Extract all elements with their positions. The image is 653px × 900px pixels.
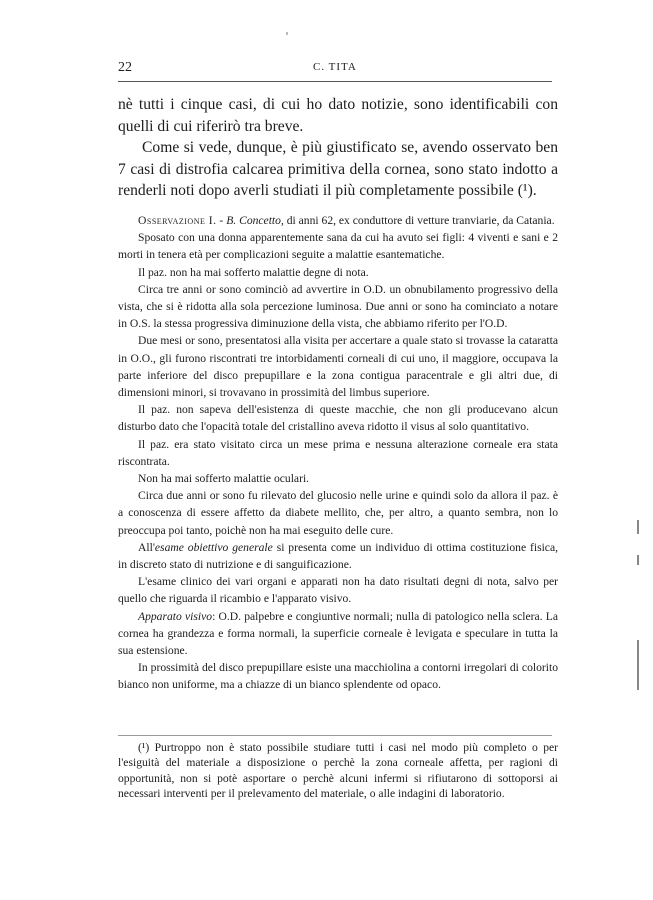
- intro-paragraph: nè tutti i cinque casi, di cui ho dato notizie, sono identificabili con quelli di cui riferirò tra breve.: [118, 96, 558, 135]
- case-paragraph: Circa tre anni or sono cominciò ad avvertire in O.D. un obnubilamento progressivo della vista, che si è ridotta alla sola percezione luminosa. Due anni or sono ha cominciato a notare in O.S. la stessa progressiva diminuzione della vista, che abbiamo riferito per l'O.D.: [118, 282, 558, 331]
- footnote: [118, 740, 558, 802]
- intro-paragraph: Come si vede, dunque, è più giustificato se, avendo osservato ben 7 casi di distrofia calcarea primitiva della cornea, sono stato indotto a renderli noti dopo averli studiati il più completamente possibile (¹).: [118, 139, 558, 199]
- esame-italic: esame obiettivo generale: [154, 540, 273, 554]
- clinico-paragraph: L'esame clinico dei vari organi e apparati non ha dato risultati degni di nota, salvo per quello che riguarda il ricambio e l'apparato visivo.: [118, 575, 558, 606]
- observation-heading: [118, 212, 558, 229]
- patient-name: B. Concetto,: [226, 214, 284, 227]
- case-paragraph: Non ha mai sofferto malattie oculari.: [138, 472, 310, 486]
- apparato-rest: : O.D. palpebre e congiuntive normali; nulla di patologico nella sclera. La cornea ha grandezza e forma normali, la superficie corneale è levigata e speculare in tutta la sua estensione.: [118, 609, 558, 658]
- esame-rest: si presenta come un individuo di ottima costituzione fisica, in discreto stato di nutrizione e di sanguificazione.: [118, 540, 558, 572]
- header-rule: [118, 81, 552, 82]
- esame-paragraph: [118, 539, 558, 573]
- margin-mark: [637, 520, 639, 534]
- observation-body: [118, 212, 558, 694]
- observation-label: Osservazione I.: [138, 214, 217, 227]
- apparato-paragraph: [118, 608, 558, 660]
- margin-mark: [637, 555, 639, 565]
- case-paragraph: Sposato con una donna apparentemente sana da cui ha avuto sei figli: 4 viventi e sani e 2 morti in tenera età per complicazioni seguite a malattie esantematiche.: [118, 231, 558, 262]
- footnote-separator: [118, 735, 552, 736]
- apparato-italic: Apparato visivo: [138, 609, 213, 623]
- intro-text: [118, 94, 558, 202]
- case-paragraph: Il paz. era stato visitato circa un mese prima e nessuna alterazione corneale era stata riscontrata.: [118, 437, 558, 468]
- last-paragraph: In prossimità del disco prepupillare esiste una macchiolina a contorni irregolari di colorito bianco non uniforme, ma a chiazze di un bianco splendente od opaco.: [118, 661, 558, 692]
- page-mark: [286, 32, 288, 35]
- footnote-text: (¹) Purtroppo non è stato possibile studiare tutti i casi nel modo più completo o per l'esiguità del materiale a disposizione o perchè la zona corneale affetta, per ragioni di opportunità, non si potè asportare o perchè alcuni infermi si rifiutarono di sottoporsi ai necessari interventi per il prelevamento del materiale, o alle indagini di laboratorio.: [118, 741, 558, 801]
- case-paragraph: Due mesi or sono, presentatosi alla visita per accertare a quale stato si trovasse la cataratta in O.O., gli furono riscontrati tre intorbidamenti corneali di cui uno, il maggiore, occupava la parte inferiore del disco prepupillare e la zona contigua paracentrale e gli altri due, di dimensioni minori, si trovavano in prossimità del limbus superiore.: [118, 334, 558, 400]
- running-head: C. TITA: [313, 61, 357, 73]
- page-header: [118, 60, 551, 80]
- observation-rest: di anni 62, ex conduttore di vetture tranviarie, da Catania.: [283, 214, 555, 227]
- case-paragraph: Il paz. non ha mai sofferto malattie degne di nota.: [138, 265, 369, 279]
- observation-dash: -: [216, 214, 227, 227]
- case-paragraph: Circa due anni or sono fu rilevato del glucosio nelle urine e quindi solo da allora il paz. è a conoscenza di essere affetto da diabete mellito, che, per altro, a quanto sembra, non lo preoccupa poi tanto, poichè non ha mai eseguito delle cure.: [118, 489, 558, 537]
- margin-mark: [637, 640, 639, 690]
- esame-pre: All': [138, 540, 155, 554]
- page-number: 22: [118, 60, 132, 75]
- case-paragraph: Il paz. non sapeva dell'esistenza di queste macchie, che non gli producevano alcun disturbo dato che l'opacità totale del cristallino aveva ridotto il visus al solo quantitativo.: [118, 403, 558, 434]
